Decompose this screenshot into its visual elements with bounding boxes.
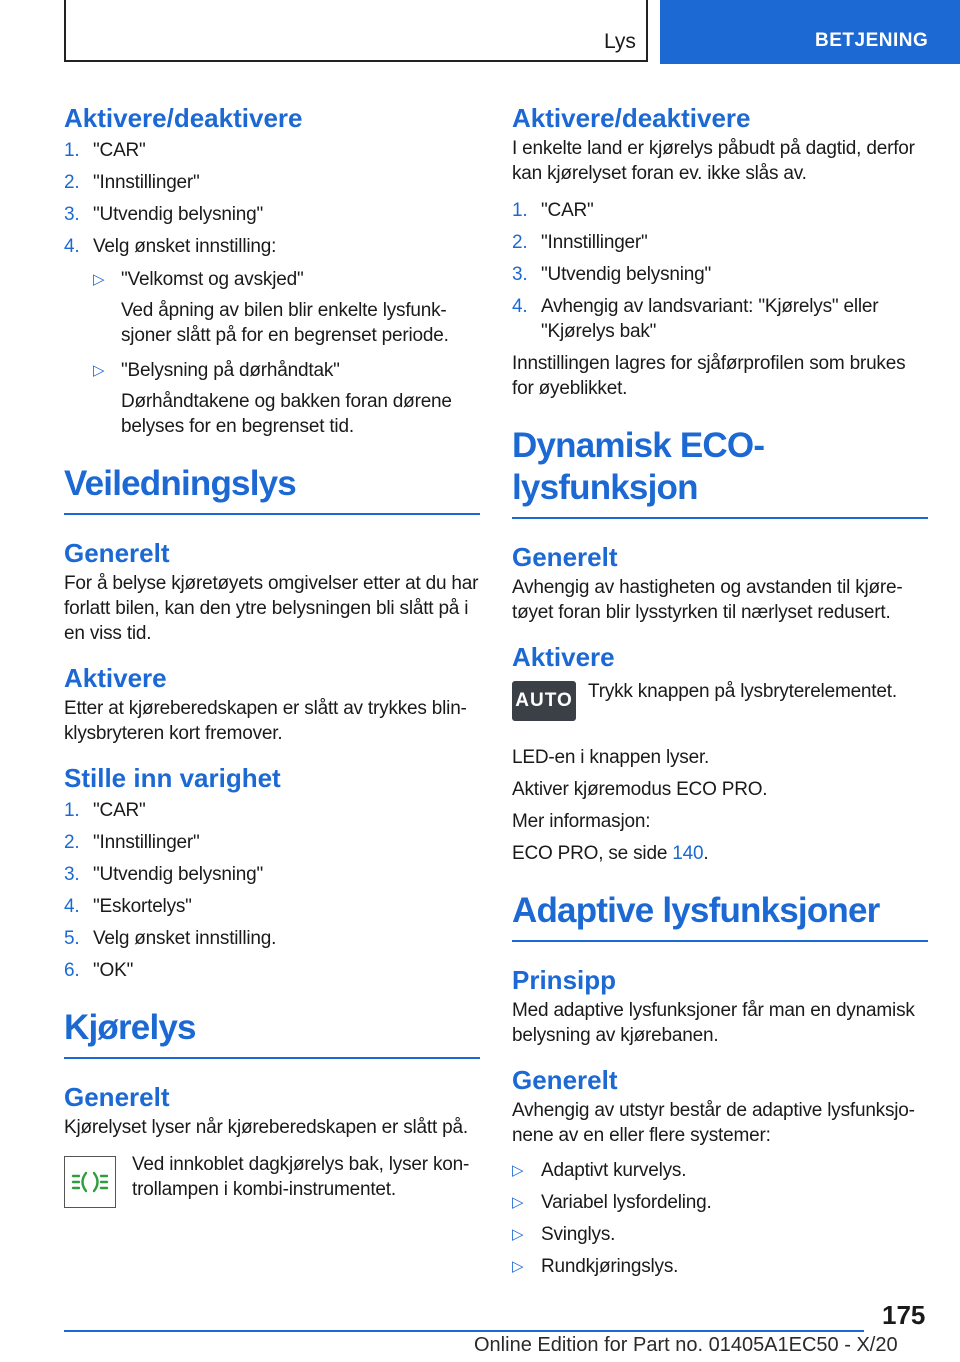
list-number: 3.	[512, 264, 528, 285]
triangle-bullet-icon: ▷	[512, 1162, 524, 1179]
list-item	[64, 830, 480, 855]
heading-general: Generelt	[512, 1065, 618, 1095]
list-number: 2.	[512, 232, 528, 253]
list-number: 3.	[64, 204, 80, 225]
paragraph-more-info: Mer informasjon:	[512, 811, 651, 832]
steps-list	[64, 138, 480, 259]
heading-activate: Aktivere	[64, 663, 167, 693]
footer-edition: Online Edition for Part no. 01405A1EC50 - X/20	[474, 1334, 898, 1356]
list-item	[64, 862, 480, 887]
duration-steps-list	[64, 798, 480, 983]
list-item	[64, 926, 480, 951]
bullet-text: Variabel lysfordeling.	[541, 1192, 712, 1213]
triangle-bullet-icon: ▷	[93, 271, 105, 288]
list-text: "Innstillinger"	[541, 232, 648, 253]
sub-item-description: Dørhåndtakene og bakken foran dørene belyses for en begrenset tid.	[121, 391, 452, 437]
list-number: 3.	[64, 864, 80, 885]
list-item	[64, 894, 480, 919]
auto-button-note	[512, 679, 928, 735]
paragraph-adaptive-general: Avhengig av utstyr består de adaptive lysfunksjo‐nene av en eller flere systemer:	[512, 1100, 915, 1146]
list-number: 4.	[64, 236, 80, 257]
steps-list	[512, 198, 928, 344]
list-item	[512, 230, 928, 255]
heading-set-duration: Stille inn varighet	[64, 763, 281, 793]
auto-button-icon: AUTO	[512, 681, 576, 721]
list-item	[64, 958, 480, 983]
list-number: 4.	[512, 296, 528, 317]
paragraph-drl-general: Kjørelyset lyser når kjøreberedskapen er slått på.	[64, 1117, 468, 1138]
list-item	[64, 234, 480, 259]
bullet-text: Adaptivt kurvelys.	[541, 1160, 687, 1181]
header-frame	[64, 0, 648, 62]
list-text: "CAR"	[541, 200, 594, 221]
heading-activate: Aktivere	[512, 642, 615, 672]
heading-dynamic-eco-light: Dynamisk ECO-lysfunksjon	[512, 425, 928, 519]
sub-item-title: "Belysning på dørhåndtak"	[121, 360, 340, 381]
triangle-bullet-icon: ▷	[512, 1258, 524, 1275]
sub-item-description: Ved åpning av bilen blir enkelte lysfunk‐sjoner slått på for en begrenset periode.	[121, 300, 449, 346]
paragraph-eco-general: Avhengig av hastigheten og avstanden til kjøre‐tøyet foran blir lysstyrken til nærlyset redusert.	[512, 577, 903, 623]
heading-guide-light: Veiledningslys	[64, 463, 480, 515]
list-text: "CAR"	[93, 140, 146, 161]
daytime-running-light-icon	[64, 1156, 116, 1208]
list-text: "Utvendig belysning"	[541, 264, 712, 285]
bullet-item	[512, 1158, 928, 1183]
list-number: 1.	[64, 800, 80, 821]
footer-divider	[64, 1330, 864, 1332]
list-text: "Innstillinger"	[93, 172, 200, 193]
list-number: 5.	[64, 928, 80, 949]
list-item	[64, 798, 480, 823]
auto-button-text: Trykk knappen på lysbryterelementet.	[588, 681, 897, 702]
reference-text: ECO PRO, se side	[512, 843, 673, 864]
drl-indicator-note	[64, 1152, 480, 1212]
header-section-title: Lys	[604, 30, 636, 53]
list-item	[512, 262, 928, 287]
list-item	[64, 202, 480, 227]
list-number: 2.	[64, 172, 80, 193]
list-item	[64, 138, 480, 163]
paragraph-saved: Innstillingen lagres for sjåførprofilen som brukes for øyeblikket.	[512, 353, 906, 399]
list-text: "Utvendig belysning"	[93, 204, 264, 225]
sub-item-door-handle	[64, 358, 480, 383]
list-number: 2.	[64, 832, 80, 853]
heading-general: Generelt	[64, 1082, 170, 1112]
header-tab	[660, 0, 960, 64]
list-number: 4.	[64, 896, 80, 917]
paragraph-intro: I enkelte land er kjørelys påbudt på dagtid, derfor kan kjørelyset foran ev. ikke slås av.	[512, 138, 915, 184]
list-text: "Innstillinger"	[93, 832, 200, 853]
list-text: "OK"	[93, 960, 134, 981]
heading-general: Generelt	[64, 538, 170, 568]
paragraph-principle: Med adaptive lysfunksjoner får man en dynamisk belysning av kjørebanen.	[512, 1000, 915, 1046]
list-item	[512, 198, 928, 223]
paragraph-led: LED-en i knappen lyser.	[512, 747, 710, 768]
list-text: Avhengig av landsvariant: "Kjørelys" eller "Kjørelys bak"	[541, 296, 879, 342]
bullet-item	[512, 1190, 928, 1215]
list-item	[64, 170, 480, 195]
left-column	[64, 100, 480, 1212]
heading-daytime-running-lights: Kjørelys	[64, 1007, 480, 1059]
paragraph-general: For å belyse kjøretøyets omgivelser etter at du har forlatt bilen, kan den ytre belysningen bli slått på i en viss tid.	[64, 573, 479, 644]
list-item	[512, 294, 928, 344]
heading-general: Generelt	[512, 542, 618, 572]
drl-indicator-text: Ved innkoblet dagkjørelys bak, lyser kon‐trollampen i kombi-instrumentet.	[132, 1154, 470, 1200]
triangle-bullet-icon: ▷	[512, 1194, 524, 1211]
triangle-bullet-icon: ▷	[93, 362, 105, 379]
heading-activate-deactivate: Aktivere/deaktivere	[64, 103, 303, 133]
list-number: 6.	[64, 960, 80, 981]
sub-item-welcome	[64, 267, 480, 292]
right-column	[512, 100, 928, 1279]
bullet-item	[512, 1254, 928, 1279]
page-reference-link[interactable]: 140	[672, 843, 704, 864]
paragraph-eco-mode: Aktiver kjøremodus ECO PRO.	[512, 779, 768, 800]
list-text: "Utvendig belysning"	[93, 864, 264, 885]
heading-principle: Prinsipp	[512, 965, 617, 995]
heading-activate-deactivate: Aktivere/deaktivere	[512, 103, 751, 133]
list-text: Velg ønsket innstilling.	[93, 928, 277, 949]
list-number: 1.	[64, 140, 80, 161]
list-text: Velg ønsket innstilling:	[93, 236, 277, 257]
bullet-text: Rundkjøringslys.	[541, 1256, 679, 1277]
bullet-item	[512, 1222, 928, 1247]
triangle-bullet-icon: ▷	[512, 1226, 524, 1243]
heading-adaptive-lights: Adaptive lysfunksjoner	[512, 890, 928, 942]
header-tab-label: BETJENING	[815, 30, 929, 51]
paragraph-eco-reference	[512, 841, 928, 866]
bullet-text: Svinglys.	[541, 1224, 616, 1245]
list-text: "CAR"	[93, 800, 146, 821]
reference-suffix: .	[703, 843, 709, 864]
list-number: 1.	[512, 200, 528, 221]
paragraph-activate: Etter at kjøreberedskapen er slått av trykkes blin‐klysbryteren kort fremover.	[64, 698, 467, 744]
list-text: "Eskortelys"	[93, 896, 192, 917]
sub-item-title: "Velkomst og avskjed"	[121, 269, 304, 290]
page-number: 175	[882, 1300, 926, 1330]
